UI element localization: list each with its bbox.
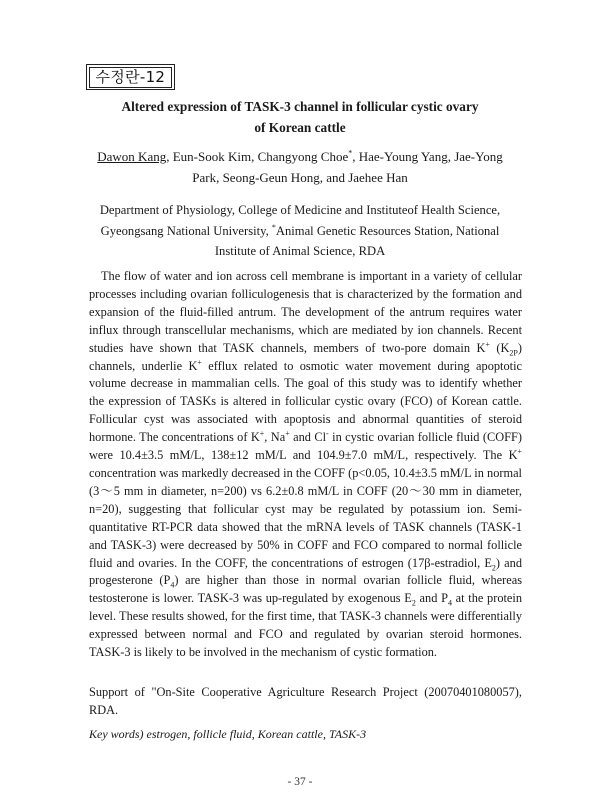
abstract-text: ) and progesterone (P (89, 555, 522, 588)
affiliation-line2b: Animal Genetic Resources Station, National (275, 223, 500, 238)
abstract (89, 268, 522, 662)
superscript: - (326, 429, 329, 439)
abstract-text: concentration was markedly decreased in the COFF (p<0.05, 10.4±3.5 mM/L in normal (3～5 mm in diameter, n=200) vs 6.2±0.8 mM/L in COFF (20～30 mm in diameter, n=20), suggesting that follicular cyst may be regulated by potassium ion. Semi-quantitative RT-PCR data showed that the mRNA levels of TASK channels (TASK-1 and TASK-3) were decreased by 50% in COFF and FCO compared to normal follicle fluid and ovaries. In the COFF, the concentrations of estrogen (17β-estradiol, E (89, 465, 522, 570)
affiliation-mark: * (271, 222, 276, 232)
affiliation-line3: Institute of Animal Science, RDA (214, 244, 386, 258)
superscript: + (517, 446, 522, 456)
abstract-text: in cystic ovarian follicle fluid (COFF) were 10.4±3.5 mM/L, 138±12 mM/L and 104.9±7.0 mM/L, respectively. The K (89, 430, 522, 463)
author-segment: , Hae-Young Yang, Jae-Yong (352, 149, 503, 164)
abstract-text: and Cl (289, 430, 327, 445)
superscript: + (485, 339, 490, 349)
abstract-text: ) channels, underlie K (89, 340, 522, 373)
superscript: + (259, 429, 265, 439)
author-line-2: Park, Seong-Geun Hong, and Jaehee Han (192, 170, 408, 185)
affiliations (60, 200, 540, 262)
paper-title-line2: of Korean cattle (254, 120, 346, 135)
subscript: 2 (491, 562, 496, 572)
subscript: 4 (170, 580, 175, 590)
subscript: 4 (447, 598, 452, 608)
revision-stamp-label: 수정란-12 (89, 67, 173, 88)
superscript: + (285, 429, 290, 439)
superscript: + (197, 357, 202, 367)
page-number: - 37 - (287, 776, 313, 788)
author-list (60, 146, 540, 188)
abstract-text: and P (415, 591, 448, 606)
subscript: 2 (411, 598, 416, 608)
keywords: Key words) estrogen, follicle fluid, Korean cattle, TASK-3 (89, 727, 367, 741)
affiliation-line2a: Gyeongsang National University, (100, 223, 272, 238)
presenting-author: Dawon Kang (97, 149, 167, 164)
abstract-text: The flow of water and ion across cell membrane is important in a variety of cellular processes including ovarian folliculogenesis that is characterized by the formation and expansion of the fluid-filled antrum. The development of the antrum requires water influx through transcellular mechanisms, which are mediated by ion channels. Recent studies have shown that TASK channels, members of two-pore domain K (89, 269, 522, 355)
abstract-text: at the protein level. These results showed, for the first time, that TASK-3 channels were differentially expressed between normal and FCO and regulated by ovarian steroid hormones. TASK-3 is likely to be involved in the mechanism of cystic formation. (89, 591, 523, 660)
abstract-paragraph (89, 268, 522, 662)
revision-stamp (86, 64, 175, 90)
abstract-text: (K (489, 340, 510, 355)
abstract-text: ) are higher than those in normal ovarian follicle fluid, whereas testosterone is lower. TASK-3 was up-regulated by exogenous E (89, 573, 522, 606)
paper-title-line1: Altered expression of TASK-3 channel in follicular cystic ovary (121, 99, 479, 114)
author-segment: , Eun-Sook Kim, Changyong Choe (166, 149, 349, 164)
subscript: 2P (509, 348, 518, 358)
abstract-text: efflux related to osmotic water movement during apoptotic volume decrease in mammalian cells. The goal of this study was to identify whether the expression of TASKs is altered in follicular cystic ovary (FCO) of Korean cattle. Follicular cyst was associated with apoptosis and abnormal quantities of steroid hormone. The concentrations of K (89, 358, 522, 445)
abstract-text: , Na (264, 430, 286, 445)
funding-note: Support of "On-Site Cooperative Agriculture Research Project (20070401080057), RDA. (89, 685, 522, 717)
paper-title (60, 96, 540, 138)
affiliation-line1: Department of Physiology, College of Medicine and Instituteof Health Science, (99, 203, 501, 217)
author-mark: * (348, 148, 353, 158)
